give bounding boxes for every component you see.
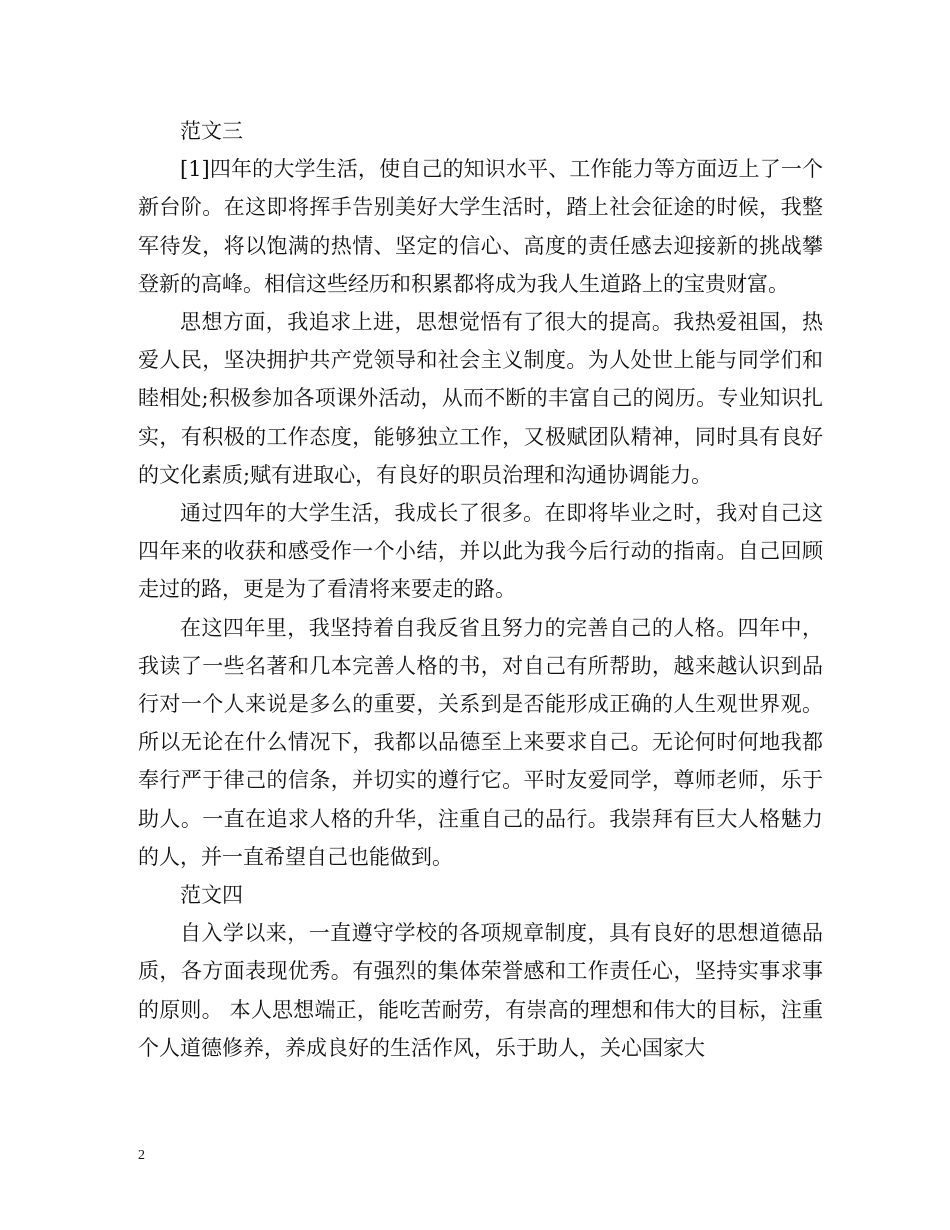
page-number: 2 <box>138 1148 145 1163</box>
paragraph: 通过四年的大学生活，我成长了很多。在即将毕业之时，我对自己这四年来的收获和感受作一个小结，并以此为我今后行动的指南。自己回顾走过的路，更是为了看清将来要走的路。 <box>138 501 823 602</box>
document-body <box>138 112 823 1067</box>
paragraph: 思想方面，我追求上进，思想觉悟有了很大的提高。我热爱祖国，热爱人民，坚决拥护共产党领导和社会主义制度。为人处世上能与同学们和睦相处;积极参加各项课外活动，从而不断的丰富自己的阅历。专业知识扎实，有积极的工作态度，能够独立工作，又极赋团队精神，同时具有良好的文化素质;赋有进取心，有良好的职员治理和沟通协调能力。 <box>138 310 823 487</box>
section-heading-3: 范文三 <box>180 119 243 143</box>
paragraph: [1]四年的大学生活，使自己的知识水平、工作能力等方面迈上了一个新台阶。在这即将挥手告别美好大学生活时，踏上社会征途的时候，我整军待发，将以饱满的热情、坚定的信心、高度的责任感去迎接新的挑战攀登新的高峰。相信这些经历和积累都将成为我人生道路上的宝贵财富。 <box>138 157 823 296</box>
paragraph: 在这四年里，我坚持着自我反省且努力的完善自己的人格。四年中，我读了一些名著和几本完善人格的书，对自己有所帮助，越来越认识到品行对一个人来说是多么的重要，关系到是否能形成正确的人生观世界观。所以无论在什么情况下，我都以品德至上来要求自己。无论何时何地我都奉行严于律己的信条，并切实的遵行它。平时友爱同学，尊师老师，乐于助人。一直在追求人格的升华，注重自己的品行。我崇拜有巨大人格魅力的人，并一直希望自己也能做到。 <box>138 615 823 869</box>
section-heading-4: 范文四 <box>180 883 243 908</box>
paragraph: 自入学以来，一直遵守学校的各项规章制度，具有良好的思想道德品质，各方面表现优秀。有强烈的集体荣誉感和工作责任心，坚持实事求事的原则。 本人思想端正，能吃苦耐劳，有崇高的理想和伟大的目标，注重个人道德修养，养成良好的生活作风，乐于助人，关心国家大 <box>138 921 823 1060</box>
